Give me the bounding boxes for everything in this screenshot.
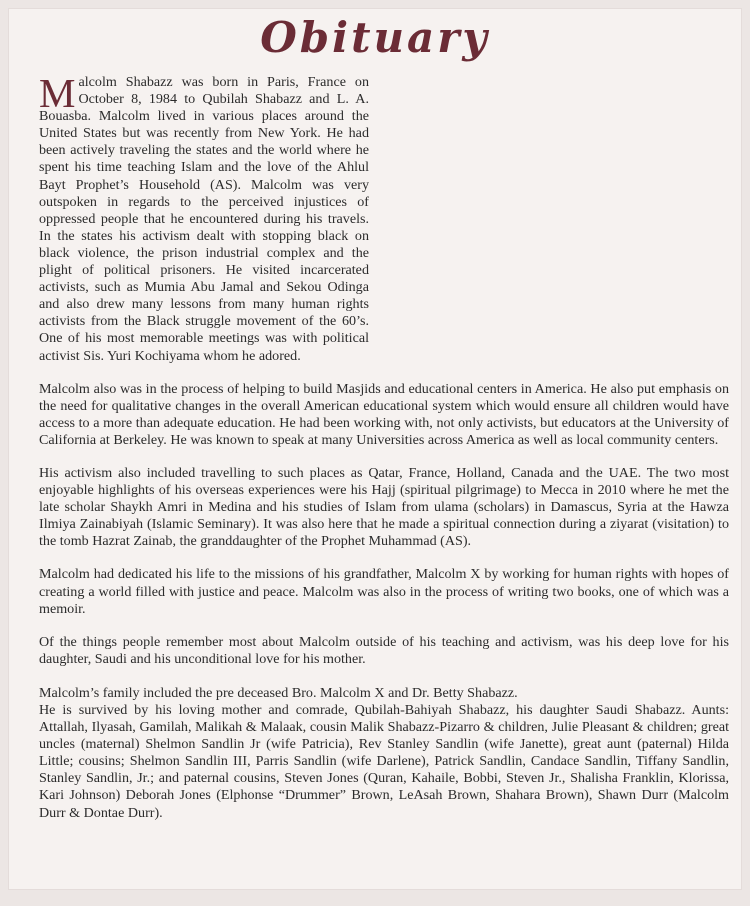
intro-paragraph [39,70,369,365]
paragraph-travels: His activism also included travelling to such places as Qatar, France, Holland, Canada and the UAE. The two most enjoyable highlights of his overseas experiences were his Hajj (spiritual pilgrimage) to Mecca in 2010 where he met the late scholar Shaykh Amri in Medina and his studies of Islam from ulama (scholars) in Damascus, Syria at the Hawza Ilmiya Zainabiyah (Islamic Seminary). It was also here that he made a spiritual connection during a ziyarat (visitation) to the tomb Hazrat Zainab, the granddaughter of the Prophet Muhammad (AS). [39,464,729,550]
page-title: Obituary [260,13,490,62]
intro-text: alcolm Shabazz was born in Paris, France on October 8, 1984 to Qubilah Shabazz and L. A. Bouasba. Malcolm lived in various places around the United States but was recently from New York. He had been actively traveling the states and the world where he spent his time teaching Islam and the love of the Ahlul Bayt Prophet’s Household (AS). Malcolm was very outspoken in regards to the perceived injustices of oppressed people that he encountered during his travels. In the states his activism dealt with stopping black on black violence, the prison industrial complex and the plight of political prisoners. He visited incarcerated activists, such as Mumia Abu Jamal and Sekou Odinga and also drew many lessons from many human rights activists from the Black struggle movement of the 60’s. One of his most memorable meetings was with political activist Sis. Yuri Kochiyama whom he adored. [39,74,369,364]
paragraph-love: Of the things people remember most about Malcolm outside of his teaching and activism, was his deep love for his daughter, Saudi and his unconditional love for his mother. [39,633,729,667]
obituary-body [39,70,729,822]
family-survived-by: He is survived by his loving mother and comrade, Qubilah-Bahiyah Shabazz, his daughter Saudi Shabazz. Aunts: Attallah, Ilyasah, Gamilah, Malikah & Malaak, cousin Malik Shabazz-Pizarro & children, Julie Pleasant & children; great uncles (maternal) Shelmon Sandlin Jr (wife Patricia), Rev Stanley Sandlin (wife Janette), great aunt (paternal) Hilda Little; cousins; Shelmon Sandlin III, Parris Sandlin (wife Darlene), Patrick Sandlin, Candace Sandlin, Tiffany Sandlin, Stanley Sandlin, Jr.; and paternal cousins, Steven Jones (Quran, Kahaile, Bobbi, Steven Jr., Shalisha Franklin, Klorissa, Kari Johnson) Deborah Jones (Elphonse “Drummer” Brown, LeAsah Brown, Shahara Brown), Shawn Durr (Malcolm Durr & Dontae Durr). [39,702,729,821]
drop-cap: M [39,70,76,116]
family-predeceased: Malcolm’s family included the pre deceased Bro. Malcolm X and Dr. Betty Shabazz. [39,684,518,701]
paragraph-family [39,685,729,822]
paragraph-education: Malcolm also was in the process of helping to build Masjids and educational centers in America. He also put emphasis on the need for qualitative changes in the overall American educational system which would ensure all children would have access to a more than adequate education. He had been working with, not only activists, but educators at the University of California at Berkeley. He was known to speak at many Universities across America as well as local community centers. [39,380,729,448]
obituary-page [8,8,742,890]
paragraph-mission: Malcolm had dedicated his life to the missions of his grandfather, Malcolm X by working for human rights with hopes of creating a world filled with justice and peace. Malcolm was also in the process of writing two books, one of which was a memoir. [39,566,729,617]
